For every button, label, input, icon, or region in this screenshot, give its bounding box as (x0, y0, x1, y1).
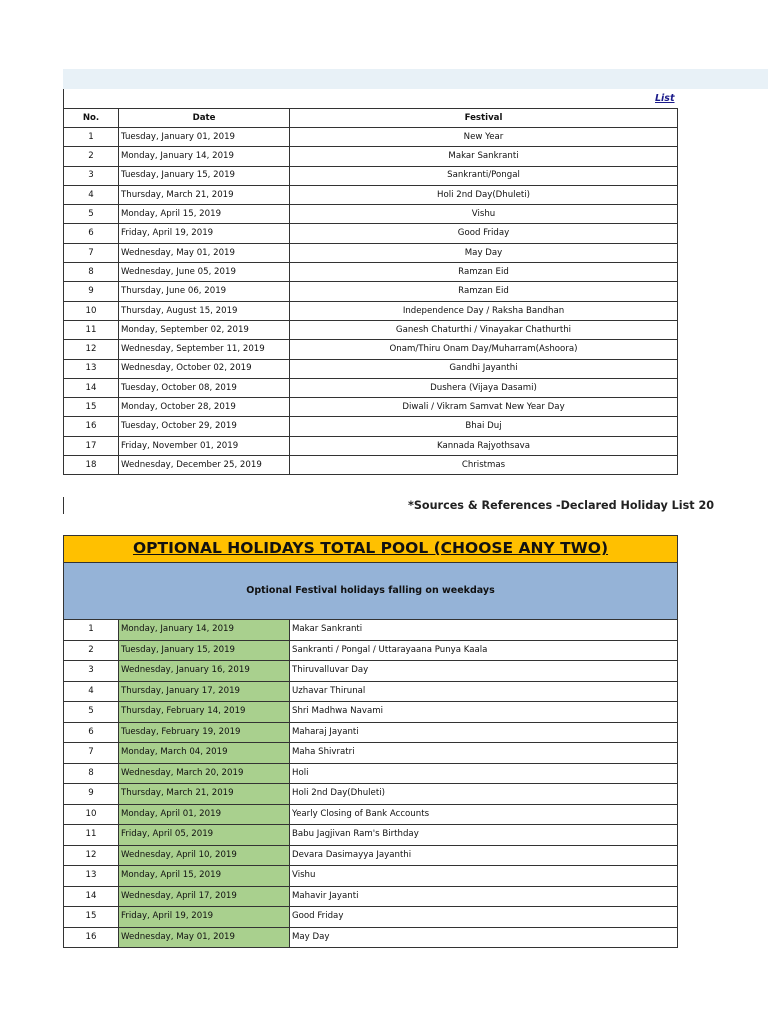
optional-holidays-table (63, 535, 678, 948)
table-row (64, 681, 678, 702)
row-number: 11 (64, 825, 119, 846)
row-number: 10 (64, 301, 119, 320)
table-row (64, 640, 678, 661)
table-row (64, 804, 678, 825)
row-date: Wednesday, October 02, 2019 (119, 359, 290, 378)
table-row (64, 340, 678, 359)
table-row (64, 702, 678, 723)
row-festival: New Year (290, 128, 678, 147)
row-number: 8 (64, 763, 119, 784)
row-festival: Diwali / Vikram Samvat New Year Day (290, 398, 678, 417)
row-date: Tuesday, January 15, 2019 (119, 166, 290, 185)
row-date: Friday, April 19, 2019 (119, 224, 290, 243)
row-festival: Ramzan Eid (290, 263, 678, 282)
row-festival: Good Friday (290, 907, 678, 928)
table-row (64, 620, 678, 641)
row-festival: Holi 2nd Day(Dhuleti) (290, 185, 678, 204)
header-no: No. (64, 109, 119, 128)
table-row (64, 147, 678, 166)
table-row (64, 886, 678, 907)
row-number: 13 (64, 866, 119, 887)
row-number: 2 (64, 640, 119, 661)
row-date: Thursday, January 17, 2019 (119, 681, 290, 702)
row-date: Monday, October 28, 2019 (119, 398, 290, 417)
row-date: Wednesday, April 17, 2019 (119, 886, 290, 907)
row-date: Wednesday, May 01, 2019 (119, 243, 290, 262)
row-festival: Vishu (290, 866, 678, 887)
table-row (64, 185, 678, 204)
row-number: 6 (64, 722, 119, 743)
row-festival: Holi (290, 763, 678, 784)
row-date: Monday, March 04, 2019 (119, 743, 290, 764)
list-link[interactable]: List (655, 93, 675, 104)
row-date: Tuesday, January 15, 2019 (119, 640, 290, 661)
row-number: 12 (64, 845, 119, 866)
row-festival: Dushera (Vijaya Dasami) (290, 378, 678, 397)
row-number: 5 (64, 702, 119, 723)
header-band (63, 69, 768, 89)
row-festival: Gandhi Jayanthi (290, 359, 678, 378)
row-number: 2 (64, 147, 119, 166)
table-row (64, 845, 678, 866)
table-row (64, 398, 678, 417)
table-row (64, 743, 678, 764)
row-date: Monday, April 01, 2019 (119, 804, 290, 825)
row-number: 8 (64, 263, 119, 282)
sources-references: *Sources & References -Declared Holiday List 20 (408, 499, 715, 512)
row-festival: Sankranti/Pongal (290, 166, 678, 185)
table-header-row (64, 109, 678, 128)
table-row (64, 927, 678, 948)
table-row (64, 359, 678, 378)
table-row (64, 301, 678, 320)
row-date: Wednesday, May 01, 2019 (119, 927, 290, 948)
row-date: Monday, April 15, 2019 (119, 866, 290, 887)
table-row (64, 763, 678, 784)
row-date: Monday, September 02, 2019 (119, 320, 290, 339)
row-festival: Good Friday (290, 224, 678, 243)
row-date: Tuesday, October 08, 2019 (119, 378, 290, 397)
row-festival: May Day (290, 927, 678, 948)
row-number: 4 (64, 185, 119, 204)
table-row (64, 166, 678, 185)
table-row (64, 825, 678, 846)
row-festival: Thiruvalluvar Day (290, 661, 678, 682)
row-festival: Ganesh Chaturthi / Vinayakar Chathurthi (290, 320, 678, 339)
row-festival: May Day (290, 243, 678, 262)
row-date: Tuesday, October 29, 2019 (119, 417, 290, 436)
row-date: Tuesday, February 19, 2019 (119, 722, 290, 743)
row-number: 11 (64, 320, 119, 339)
row-number: 1 (64, 128, 119, 147)
table-row (64, 128, 678, 147)
row-date: Friday, April 05, 2019 (119, 825, 290, 846)
row-festival: Bhai Duj (290, 417, 678, 436)
row-number: 7 (64, 243, 119, 262)
row-number: 18 (64, 456, 119, 475)
row-festival: Devara Dasimayya Jayanthi (290, 845, 678, 866)
row-number: 9 (64, 282, 119, 301)
row-date: Tuesday, January 01, 2019 (119, 128, 290, 147)
table-row (64, 205, 678, 224)
row-date: Friday, November 01, 2019 (119, 436, 290, 455)
row-date: Wednesday, March 20, 2019 (119, 763, 290, 784)
table-row (64, 456, 678, 475)
row-number: 13 (64, 359, 119, 378)
row-festival: Makar Sankranti (290, 620, 678, 641)
header-festival: Festival (290, 109, 678, 128)
row-festival: Holi 2nd Day(Dhuleti) (290, 784, 678, 805)
table-row (64, 378, 678, 397)
cursor-line (63, 497, 64, 514)
row-date: Monday, January 14, 2019 (119, 147, 290, 166)
row-number: 14 (64, 886, 119, 907)
row-festival: Onam/Thiru Onam Day/Muharram(Ashoora) (290, 340, 678, 359)
row-number: 3 (64, 166, 119, 185)
row-date: Monday, April 15, 2019 (119, 205, 290, 224)
row-number: 3 (64, 661, 119, 682)
table-row (64, 907, 678, 928)
table-row (64, 243, 678, 262)
row-number: 14 (64, 378, 119, 397)
optional-holidays-subtitle: Optional Festival holidays falling on weekdays (64, 563, 678, 620)
row-number: 6 (64, 224, 119, 243)
table-row (64, 866, 678, 887)
optional-subtitle-row (64, 563, 678, 620)
row-date: Wednesday, April 10, 2019 (119, 845, 290, 866)
row-date: Thursday, August 15, 2019 (119, 301, 290, 320)
header-date: Date (119, 109, 290, 128)
row-date: Monday, January 14, 2019 (119, 620, 290, 641)
declared-holidays-table (63, 108, 678, 475)
row-date: Thursday, March 21, 2019 (119, 784, 290, 805)
row-number: 4 (64, 681, 119, 702)
row-number: 15 (64, 907, 119, 928)
row-festival: Kannada Rajyothsava (290, 436, 678, 455)
row-festival: Sankranti / Pongal / Uttarayaana Punya Kaala (290, 640, 678, 661)
table-row (64, 263, 678, 282)
row-date: Thursday, June 06, 2019 (119, 282, 290, 301)
row-date: Wednesday, December 25, 2019 (119, 456, 290, 475)
row-number: 16 (64, 927, 119, 948)
row-number: 15 (64, 398, 119, 417)
table-row (64, 320, 678, 339)
row-festival: Babu Jagjivan Ram's Birthday (290, 825, 678, 846)
row-festival: Ramzan Eid (290, 282, 678, 301)
row-number: 5 (64, 205, 119, 224)
row-festival: Maha Shivratri (290, 743, 678, 764)
row-festival: Shri Madhwa Navami (290, 702, 678, 723)
optional-title-row (64, 536, 678, 563)
row-number: 10 (64, 804, 119, 825)
row-number: 17 (64, 436, 119, 455)
row-number: 9 (64, 784, 119, 805)
table-row (64, 224, 678, 243)
table-row (64, 722, 678, 743)
optional-holidays-title: OPTIONAL HOLIDAYS TOTAL POOL (CHOOSE ANY TWO) (64, 536, 678, 563)
row-festival: Mahavir Jayanti (290, 886, 678, 907)
row-festival: Vishu (290, 205, 678, 224)
row-number: 1 (64, 620, 119, 641)
row-date: Wednesday, January 16, 2019 (119, 661, 290, 682)
row-number: 16 (64, 417, 119, 436)
row-festival: Yearly Closing of Bank Accounts (290, 804, 678, 825)
row-number: 12 (64, 340, 119, 359)
table-row (64, 661, 678, 682)
row-festival: Maharaj Jayanti (290, 722, 678, 743)
row-festival: Makar Sankranti (290, 147, 678, 166)
row-date: Friday, April 19, 2019 (119, 907, 290, 928)
row-date: Wednesday, September 11, 2019 (119, 340, 290, 359)
table-row (64, 282, 678, 301)
row-festival: Christmas (290, 456, 678, 475)
row-date: Thursday, February 14, 2019 (119, 702, 290, 723)
row-festival: Independence Day / Raksha Bandhan (290, 301, 678, 320)
row-date: Wednesday, June 05, 2019 (119, 263, 290, 282)
row-date: Thursday, March 21, 2019 (119, 185, 290, 204)
table-row (64, 784, 678, 805)
row-number: 7 (64, 743, 119, 764)
table-row (64, 417, 678, 436)
row-festival: Uzhavar Thirunal (290, 681, 678, 702)
table-row (64, 436, 678, 455)
